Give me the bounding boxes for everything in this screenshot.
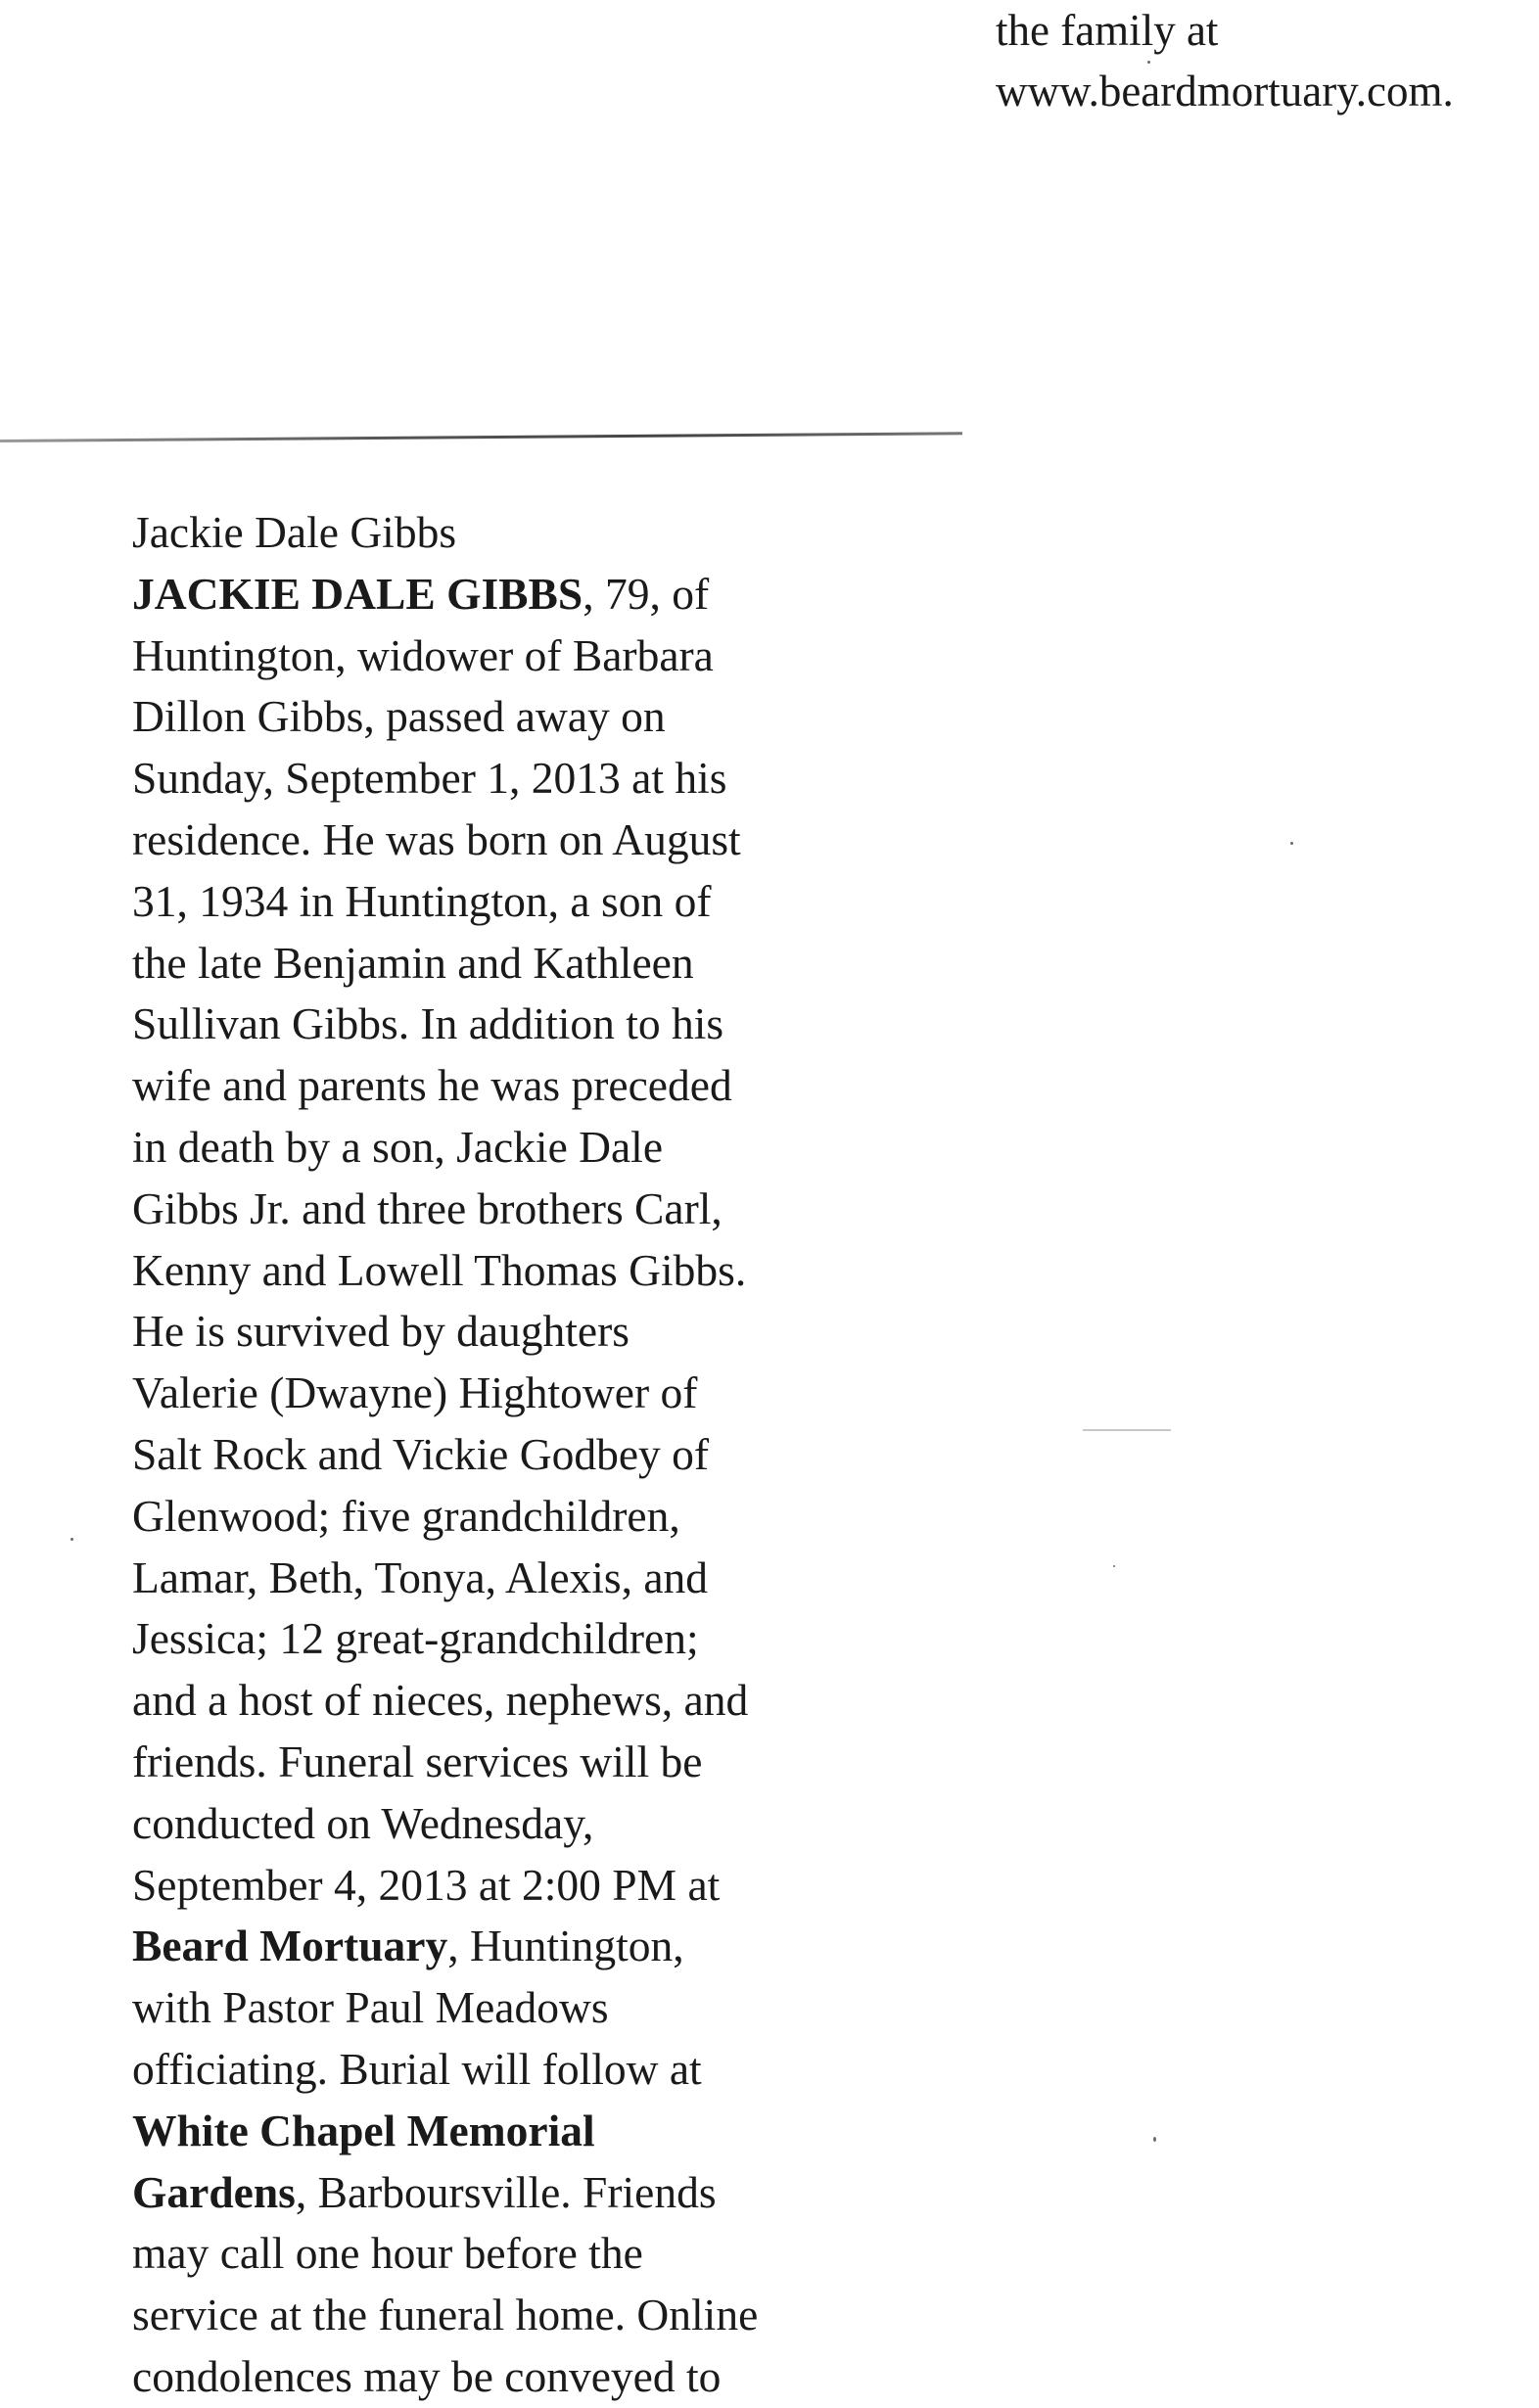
line-text: , Barboursville. Friends — [295, 2166, 717, 2217]
obituary-line — [132, 933, 876, 995]
previous-obituary-tail — [996, 0, 1454, 121]
obituary-line — [132, 686, 876, 748]
obituary-line — [132, 1732, 876, 1793]
bold-name: Gardens — [132, 2166, 296, 2217]
line-text: may call one hour before the — [132, 2228, 643, 2279]
obituary-line — [132, 564, 876, 625]
line-text: wife and parents he was preceded — [132, 1060, 732, 1111]
bold-name: Beard Mortuary — [132, 1921, 448, 1971]
line-text: Jessica; 12 great-grandchildren; — [132, 1613, 699, 1664]
line-text: Sullivan Gibbs. In addition to his — [132, 998, 724, 1049]
line-text: , 79, of — [583, 568, 710, 619]
obituary-line — [132, 2101, 876, 2162]
line-text: conducted on Wednesday, — [132, 1797, 594, 1848]
scan-speck — [1113, 1565, 1115, 1567]
column-separator-rule — [0, 432, 962, 442]
obituary-body — [132, 564, 876, 2408]
obituary-line — [132, 1548, 876, 1609]
obituary-line — [132, 810, 876, 871]
line-text: Gibbs Jr. and three brothers Carl, — [132, 1182, 723, 1233]
line-text: September 4, 2013 at 2:00 PM at — [132, 1859, 721, 1910]
line-text: , Huntington, — [447, 1921, 684, 1971]
line-text: Dillon Gibbs, passed away on — [132, 691, 666, 742]
obituary-line — [132, 1424, 876, 1486]
line-text: Lamar, Beth, Tonya, Alexis, and — [132, 1551, 709, 1602]
obituary-heading: Jackie Dale Gibbs — [132, 507, 457, 557]
line-text: Sunday, September 1, 2013 at his — [132, 753, 727, 804]
obituary-line — [132, 1486, 876, 1548]
scan-speck — [1153, 2137, 1156, 2142]
line-text: with Pastor Paul Meadows — [132, 1982, 609, 2033]
obituary-line — [132, 1608, 876, 1670]
obituary-line — [132, 871, 876, 933]
scan-speck — [1147, 61, 1150, 64]
obituary-line — [132, 1240, 876, 1302]
obituary-line — [132, 2285, 876, 2346]
obituary-line — [132, 1055, 876, 1117]
obituary-line — [132, 1916, 876, 1977]
obituary-line — [132, 994, 876, 1055]
obituary-line — [132, 1301, 876, 1363]
obituary-line — [132, 2162, 876, 2224]
line-text: officiating. Burial will follow at — [132, 2043, 702, 2094]
scan-speck — [1290, 842, 1293, 845]
line-text: Kenny and Lowell Thomas Gibbs. — [132, 1244, 747, 1295]
obituary-line — [132, 748, 876, 810]
scan-mark — [1083, 1429, 1171, 1431]
obituary-line — [132, 2039, 876, 2101]
line-text: friends. Funeral services will be — [132, 1736, 703, 1786]
obituary-line — [132, 1179, 876, 1240]
obituary-line — [132, 1793, 876, 1855]
obituary-line — [132, 1670, 876, 1732]
line-text: service at the funeral home. Online — [132, 2290, 759, 2340]
obituary-line — [132, 1977, 876, 2039]
obituary-line — [132, 2346, 876, 2408]
line-text: He is survived by daughters — [132, 1306, 630, 1357]
line-text: Glenwood; five grandchildren, — [132, 1490, 680, 1541]
obituary-line — [132, 1117, 876, 1179]
line-text: condolences may be conveyed to — [132, 2350, 722, 2401]
obituary-line — [132, 2223, 876, 2285]
obituary-line — [132, 1363, 876, 1424]
obituary-line — [132, 1855, 876, 1917]
line-text: residence. He was born on August — [132, 813, 741, 864]
line-text: 31, 1934 in Huntington, a son of — [132, 875, 712, 926]
bold-name: JACKIE DALE GIBBS — [132, 568, 583, 619]
line-text: and a host of nieces, nephews, and — [132, 1675, 749, 1726]
bold-name: White Chapel Memorial — [132, 2105, 595, 2155]
previous-obituary-line-2: www.beardmortuary.com. — [996, 67, 1454, 116]
obituary-article — [132, 502, 876, 2408]
scan-speck — [70, 1538, 73, 1541]
previous-obituary-line-1: the family at — [996, 6, 1219, 55]
line-text: Huntington, widower of Barbara — [132, 629, 714, 680]
line-text: Salt Rock and Vickie Godbey of — [132, 1428, 710, 1479]
line-text: in death by a son, Jackie Dale — [132, 1121, 664, 1172]
obituary-line — [132, 625, 876, 687]
line-text: the late Benjamin and Kathleen — [132, 937, 694, 988]
line-text: Valerie (Dwayne) Hightower of — [132, 1367, 698, 1418]
